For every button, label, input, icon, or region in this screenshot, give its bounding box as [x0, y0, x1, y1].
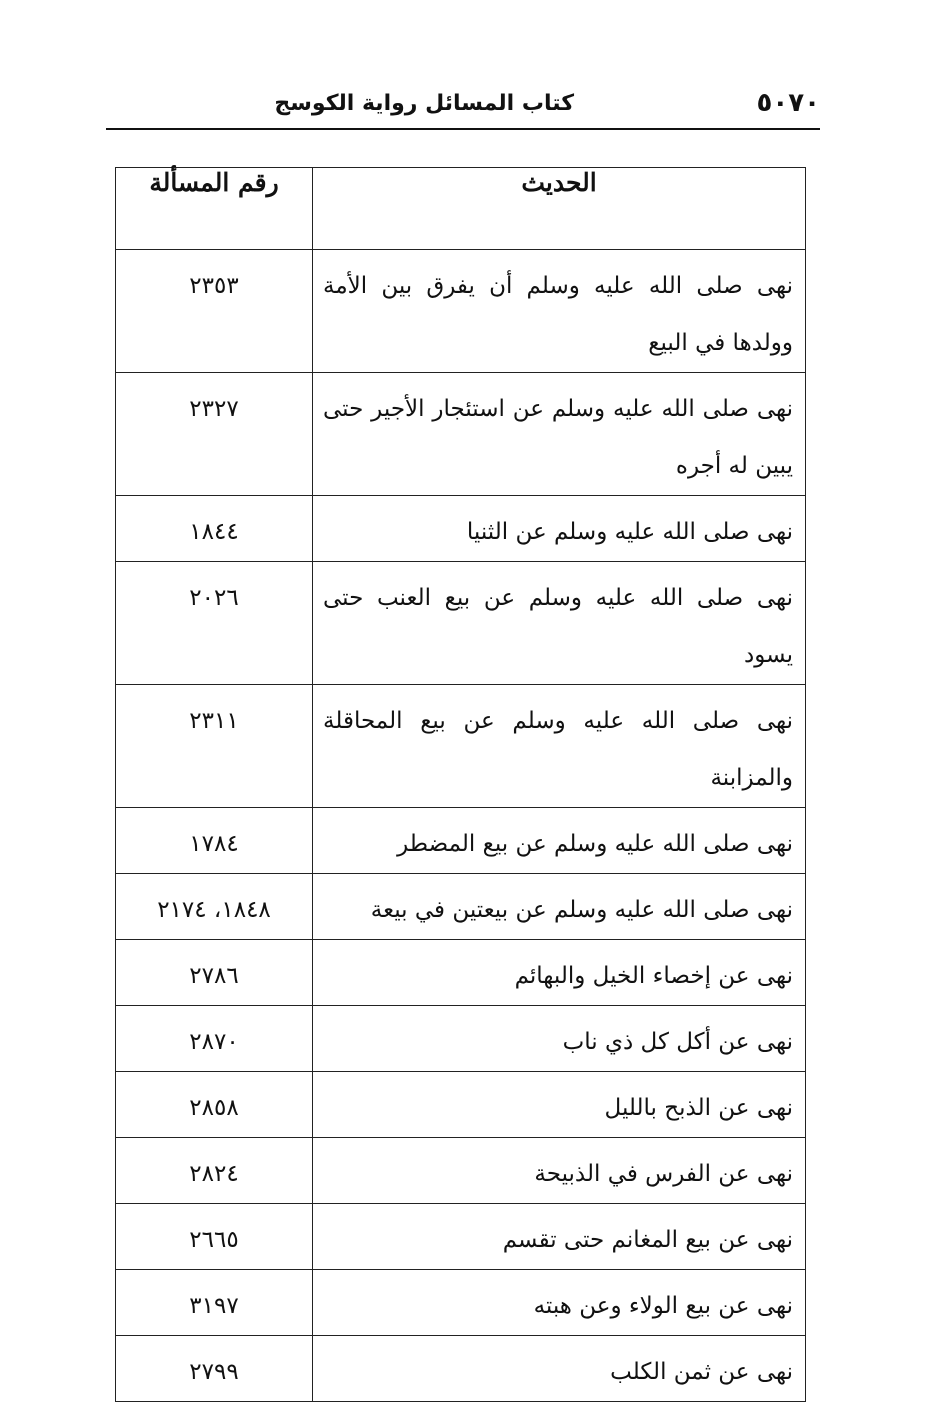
issue-number-cell: ٢٨٧٠ — [116, 1006, 313, 1072]
table-row — [116, 496, 806, 562]
issue-number-cell: ٣١٩٧ — [116, 1270, 313, 1336]
issue-number-cell: ٢٧٨٦ — [116, 940, 313, 1006]
table-row — [116, 940, 806, 1006]
table-row — [116, 562, 806, 685]
hadith-text-cell: نهى عن إخصاء الخيل والبهائم — [313, 940, 806, 1006]
hadith-text-cell: نهى صلى الله عليه وسلم عن بيع العنب حتى يسود — [313, 562, 806, 685]
issue-number-cell: ٢٨٢٤ — [116, 1138, 313, 1204]
table-row — [116, 685, 806, 808]
table-row — [116, 1270, 806, 1336]
table-row — [116, 373, 806, 496]
table-body — [116, 250, 806, 1402]
issue-number-cell: ٢٣١١ — [116, 685, 313, 808]
issue-number-cell: ٢٣٥٣ — [116, 250, 313, 373]
page-header — [106, 84, 820, 130]
table-row — [116, 1138, 806, 1204]
hadith-text-cell: نهى عن الفرس في الذبيحة — [313, 1138, 806, 1204]
table-header-row — [116, 168, 806, 250]
hadith-text-cell: نهى صلى الله عليه وسلم عن بيعتين في بيعة — [313, 874, 806, 940]
column-header-issue-number: رقم المسألة — [116, 168, 313, 250]
hadith-text-cell: نهى صلى الله عليه وسلم عن بيع المحاقلة والمزابنة — [313, 685, 806, 808]
hadith-text-cell: نهى عن بيع المغانم حتى تقسم — [313, 1204, 806, 1270]
table-row — [116, 874, 806, 940]
issue-number-cell: ٢٧٩٩ — [116, 1336, 313, 1402]
issue-number-cell: ١٨٤٤ — [116, 496, 313, 562]
table-row — [116, 250, 806, 373]
column-header-hadith: الحديث — [313, 168, 806, 250]
issue-number-cell: ٢٨٥٨ — [116, 1072, 313, 1138]
hadith-text-cell: نهى صلى الله عليه وسلم عن الثنيا — [313, 496, 806, 562]
issue-number-cell: ١٧٨٤ — [116, 808, 313, 874]
hadith-text-cell: نهى صلى الله عليه وسلم عن بيع المضطر — [313, 808, 806, 874]
hadith-text-cell: نهى عن بيع الولاء وعن هبته — [313, 1270, 806, 1336]
hadith-text-cell: نهى عن أكل كل ذي ناب — [313, 1006, 806, 1072]
table-row — [116, 808, 806, 874]
issue-number-cell: ٢٦٦٥ — [116, 1204, 313, 1270]
hadith-text-cell: نهى عن ثمن الكلب — [313, 1336, 806, 1402]
table-row — [116, 1204, 806, 1270]
hadith-text-cell: نهى صلى الله عليه وسلم أن يفرق بين الأمة وولدها في البيع — [313, 250, 806, 373]
table-row — [116, 1006, 806, 1072]
hadith-text-cell: نهى عن الذبح بالليل — [313, 1072, 806, 1138]
page-number: ٥٠٧٠ — [756, 88, 820, 118]
table-row — [116, 1072, 806, 1138]
hadith-text-cell: نهى صلى الله عليه وسلم عن استئجار الأجير حتى يبين له أجره — [313, 373, 806, 496]
hadith-index-table — [115, 167, 806, 1402]
issue-number-cell: ٢٠٢٦ — [116, 562, 313, 685]
book-title: كتاب المسائل رواية الكوسج — [274, 91, 574, 116]
table-row — [116, 1336, 806, 1402]
issue-number-cell: ٢٣٢٧ — [116, 373, 313, 496]
issue-number-cell: ١٨٤٨، ٢١٧٤ — [116, 874, 313, 940]
